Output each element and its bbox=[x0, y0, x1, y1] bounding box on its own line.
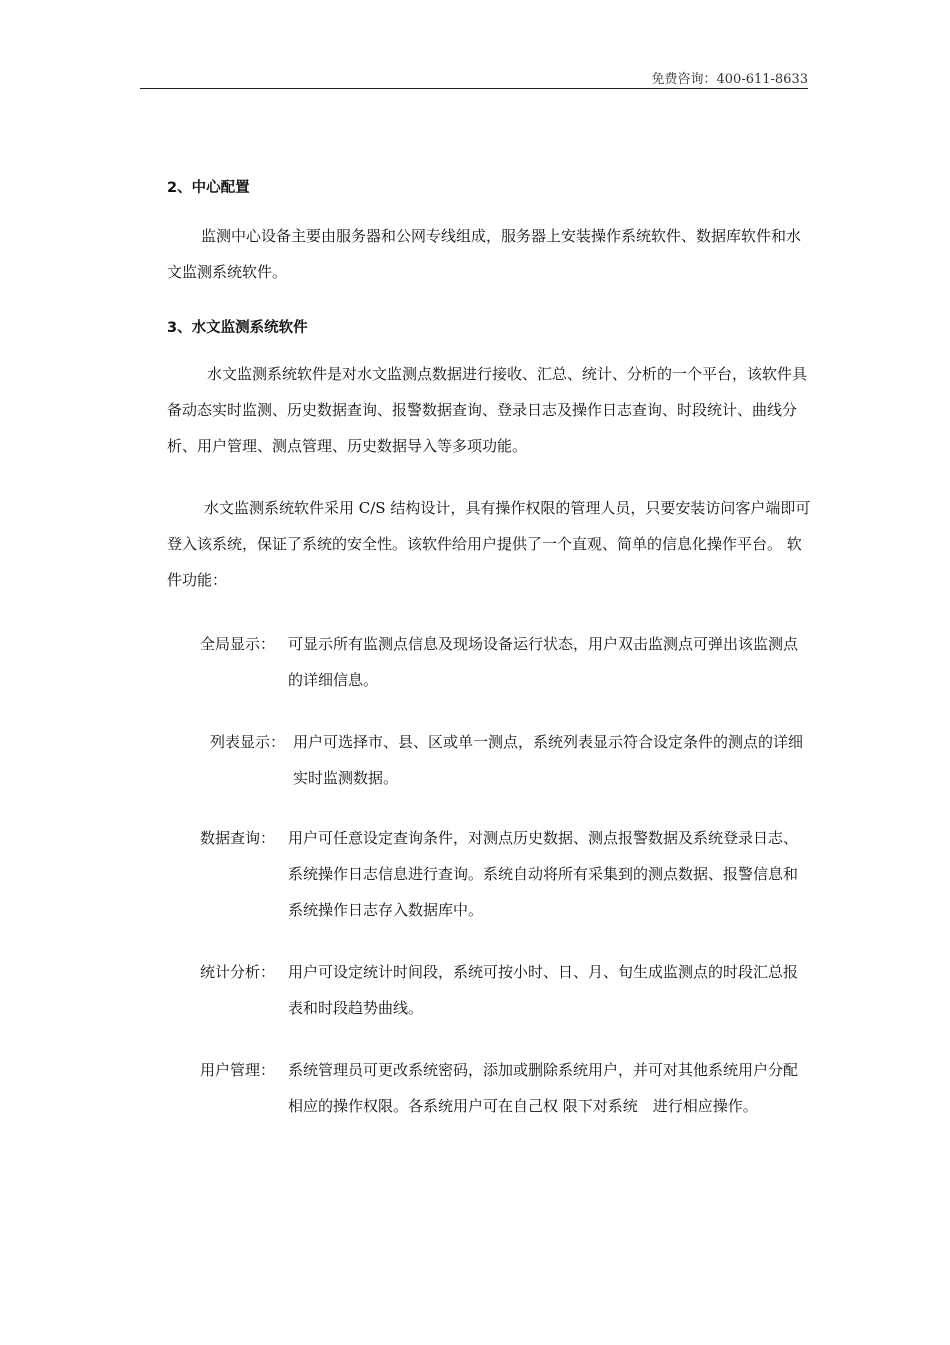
feature-label: 列表显示： bbox=[210, 733, 286, 751]
feature-label: 统计分析： bbox=[200, 963, 276, 981]
feature-user-management bbox=[200, 1052, 812, 1124]
feature-data-query bbox=[200, 820, 812, 928]
feature-description: 用户可任意设定查询条件，对测点历史数据、测点报警数据及系统登录日志、系统操作日志信息进行查询。系统自动将所有采集到的测点数据、报警信息和系统操作日志存入数据库中。 bbox=[288, 829, 799, 919]
feature-description: 用户可设定统计时间段，系统可按小时、日、月、旬生成监测点的时段汇总报表和时段趋势曲线。 bbox=[288, 963, 799, 1017]
section-heading-hydrology-software: 3、水文监测系统软件 bbox=[167, 320, 308, 336]
feature-list-display bbox=[200, 724, 812, 796]
paragraph-center-config: 监测中心设备主要由服务器和公网专线组成，服务器上安装操作系统软件、数据库软件和水文监测系统软件。 bbox=[167, 227, 802, 281]
paragraph-software-overview: 水文监测系统软件是对水文监测点数据进行接收、汇总、统计、分析的一个平台，该软件具备动态实时监测、历史数据查询、报警数据查询、登录日志及操作日志查询、时段统计、曲线分析、用户管理、测点管理、历史数据导入等多项功能。 bbox=[167, 365, 808, 455]
feature-description: 可显示所有监测点信息及现场设备运行状态，用户双击监测点可弹出该监测点的详细信息。 bbox=[288, 635, 799, 689]
page-header bbox=[140, 64, 808, 89]
feature-description: 用户可选择市、县、区或单一测点，系统列表显示符合设定条件的测点的详细实时监测数据。 bbox=[293, 733, 804, 787]
consult-hotline: 免费咨询：400-611-8633 bbox=[651, 72, 808, 87]
feature-label: 用户管理： bbox=[200, 1061, 276, 1079]
feature-global-display bbox=[200, 626, 812, 698]
feature-description: 系统管理员可更改系统密码，添加或删除系统用户，并可对其他系统用户分配相应的操作权限。各系统用户可在自己权 限下对系统 进行相应操作。 bbox=[288, 1061, 799, 1115]
paragraph-software-design: 水文监测系统软件采用 C/S 结构设计，具有操作权限的管理人员，只要安装访问客户端即可登入该系统，保证了系统的安全性。该软件给用户提供了一个直观、简单的信息化操作平台。 软件功能： bbox=[167, 499, 811, 589]
feature-label: 全局显示： bbox=[200, 635, 276, 653]
section-heading-center-config: 2、中心配置 bbox=[167, 180, 250, 196]
feature-label: 数据查询： bbox=[200, 829, 276, 847]
feature-statistical-analysis bbox=[200, 954, 812, 1026]
